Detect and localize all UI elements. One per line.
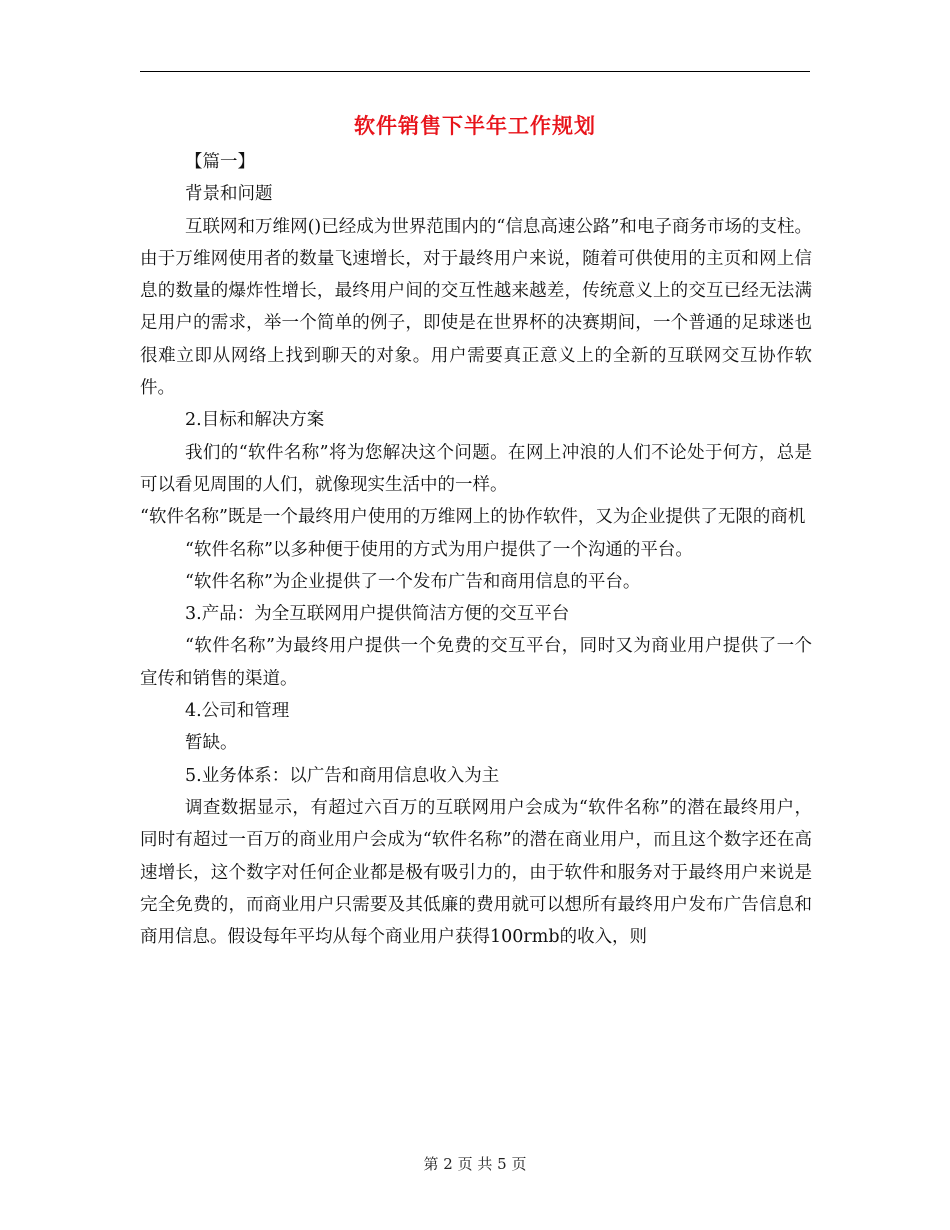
paragraph-company-body: 暂缺。 <box>185 733 238 754</box>
paragraph-heading-background: 背景和问题 <box>185 184 273 205</box>
paragraph-section-label: 【篇一】 <box>185 152 255 172</box>
paragraph-product-body: “软件名称”为最终用户提供一个免费的交互平台，同时又为商业用户提供了一个宣传和销售的渠道。 <box>140 636 812 689</box>
paragraph-goals-platform: “软件名称”以多种便于使用的方式为用户提供了一个沟通的平台。 <box>185 539 693 560</box>
document-body <box>140 146 812 953</box>
paragraph-goals-ads: “软件名称”为企业提供了一个发布广告和商用信息的平台。 <box>185 571 641 592</box>
document-title: 软件销售下半年工作规划 <box>354 114 596 138</box>
paragraph-background-body: 互联网和万维网()已经成为世界范围内的“信息高速公路”和电子商务市场的支柱。由于万维网使用者的数量飞速增长，对于最终用户来说，随着可供使用的主页和网上信息的数量的爆炸性增长，最终用户间的交互性越来越差，传统意义上的交互已经无法满足用户的需求，举一个简单的例子，即使是在世界杯的决赛期间，一个普通的足球迷也很难立即从网络上找到聊天的对象。用户需要真正意义上的全新的互联网交互协作软件。 <box>140 216 812 399</box>
paragraph-heading-product: 3.产品：为全互联网用户提供简洁方便的交互平台 <box>185 604 570 625</box>
header-rule <box>140 71 810 72</box>
paragraph-heading-goals: 2.目标和解决方案 <box>185 410 325 431</box>
paragraph-goals-body: 我们的“软件名称”将为您解决这个问题。在网上冲浪的人们不论处于何方，总是可以看见周围的人们，就像现实生活中的一样。 <box>140 442 812 495</box>
paragraph-goals-business: “软件名称”既是一个最终用户使用的万维网上的协作软件，又为企业提供了无限的商机 <box>140 507 806 528</box>
paragraph-heading-company: 4.公司和管理 <box>185 701 290 722</box>
paragraph-business-body: 调查数据显示，有超过六百万的互联网用户会成为“软件名称”的潜在最终用户，同时有超过一百万的商业用户会成为“软件名称”的潜在商业用户，而且这个数字还在高速增长，这个数字对任何企业都是极有吸引力的，由于软件和服务对于最终用户来说是完全免费的，而商业用户只需要及其低廉的费用就可以想所有最终用户发布广告信息和商用信息。假设每年平均从每个商业用户获得100rmb的收入，则 <box>140 797 812 948</box>
page-number-footer: 第 2 页 共 5 页 <box>423 1155 527 1173</box>
paragraph-heading-business: 5.业务体系：以广告和商用信息收入为主 <box>185 765 500 786</box>
